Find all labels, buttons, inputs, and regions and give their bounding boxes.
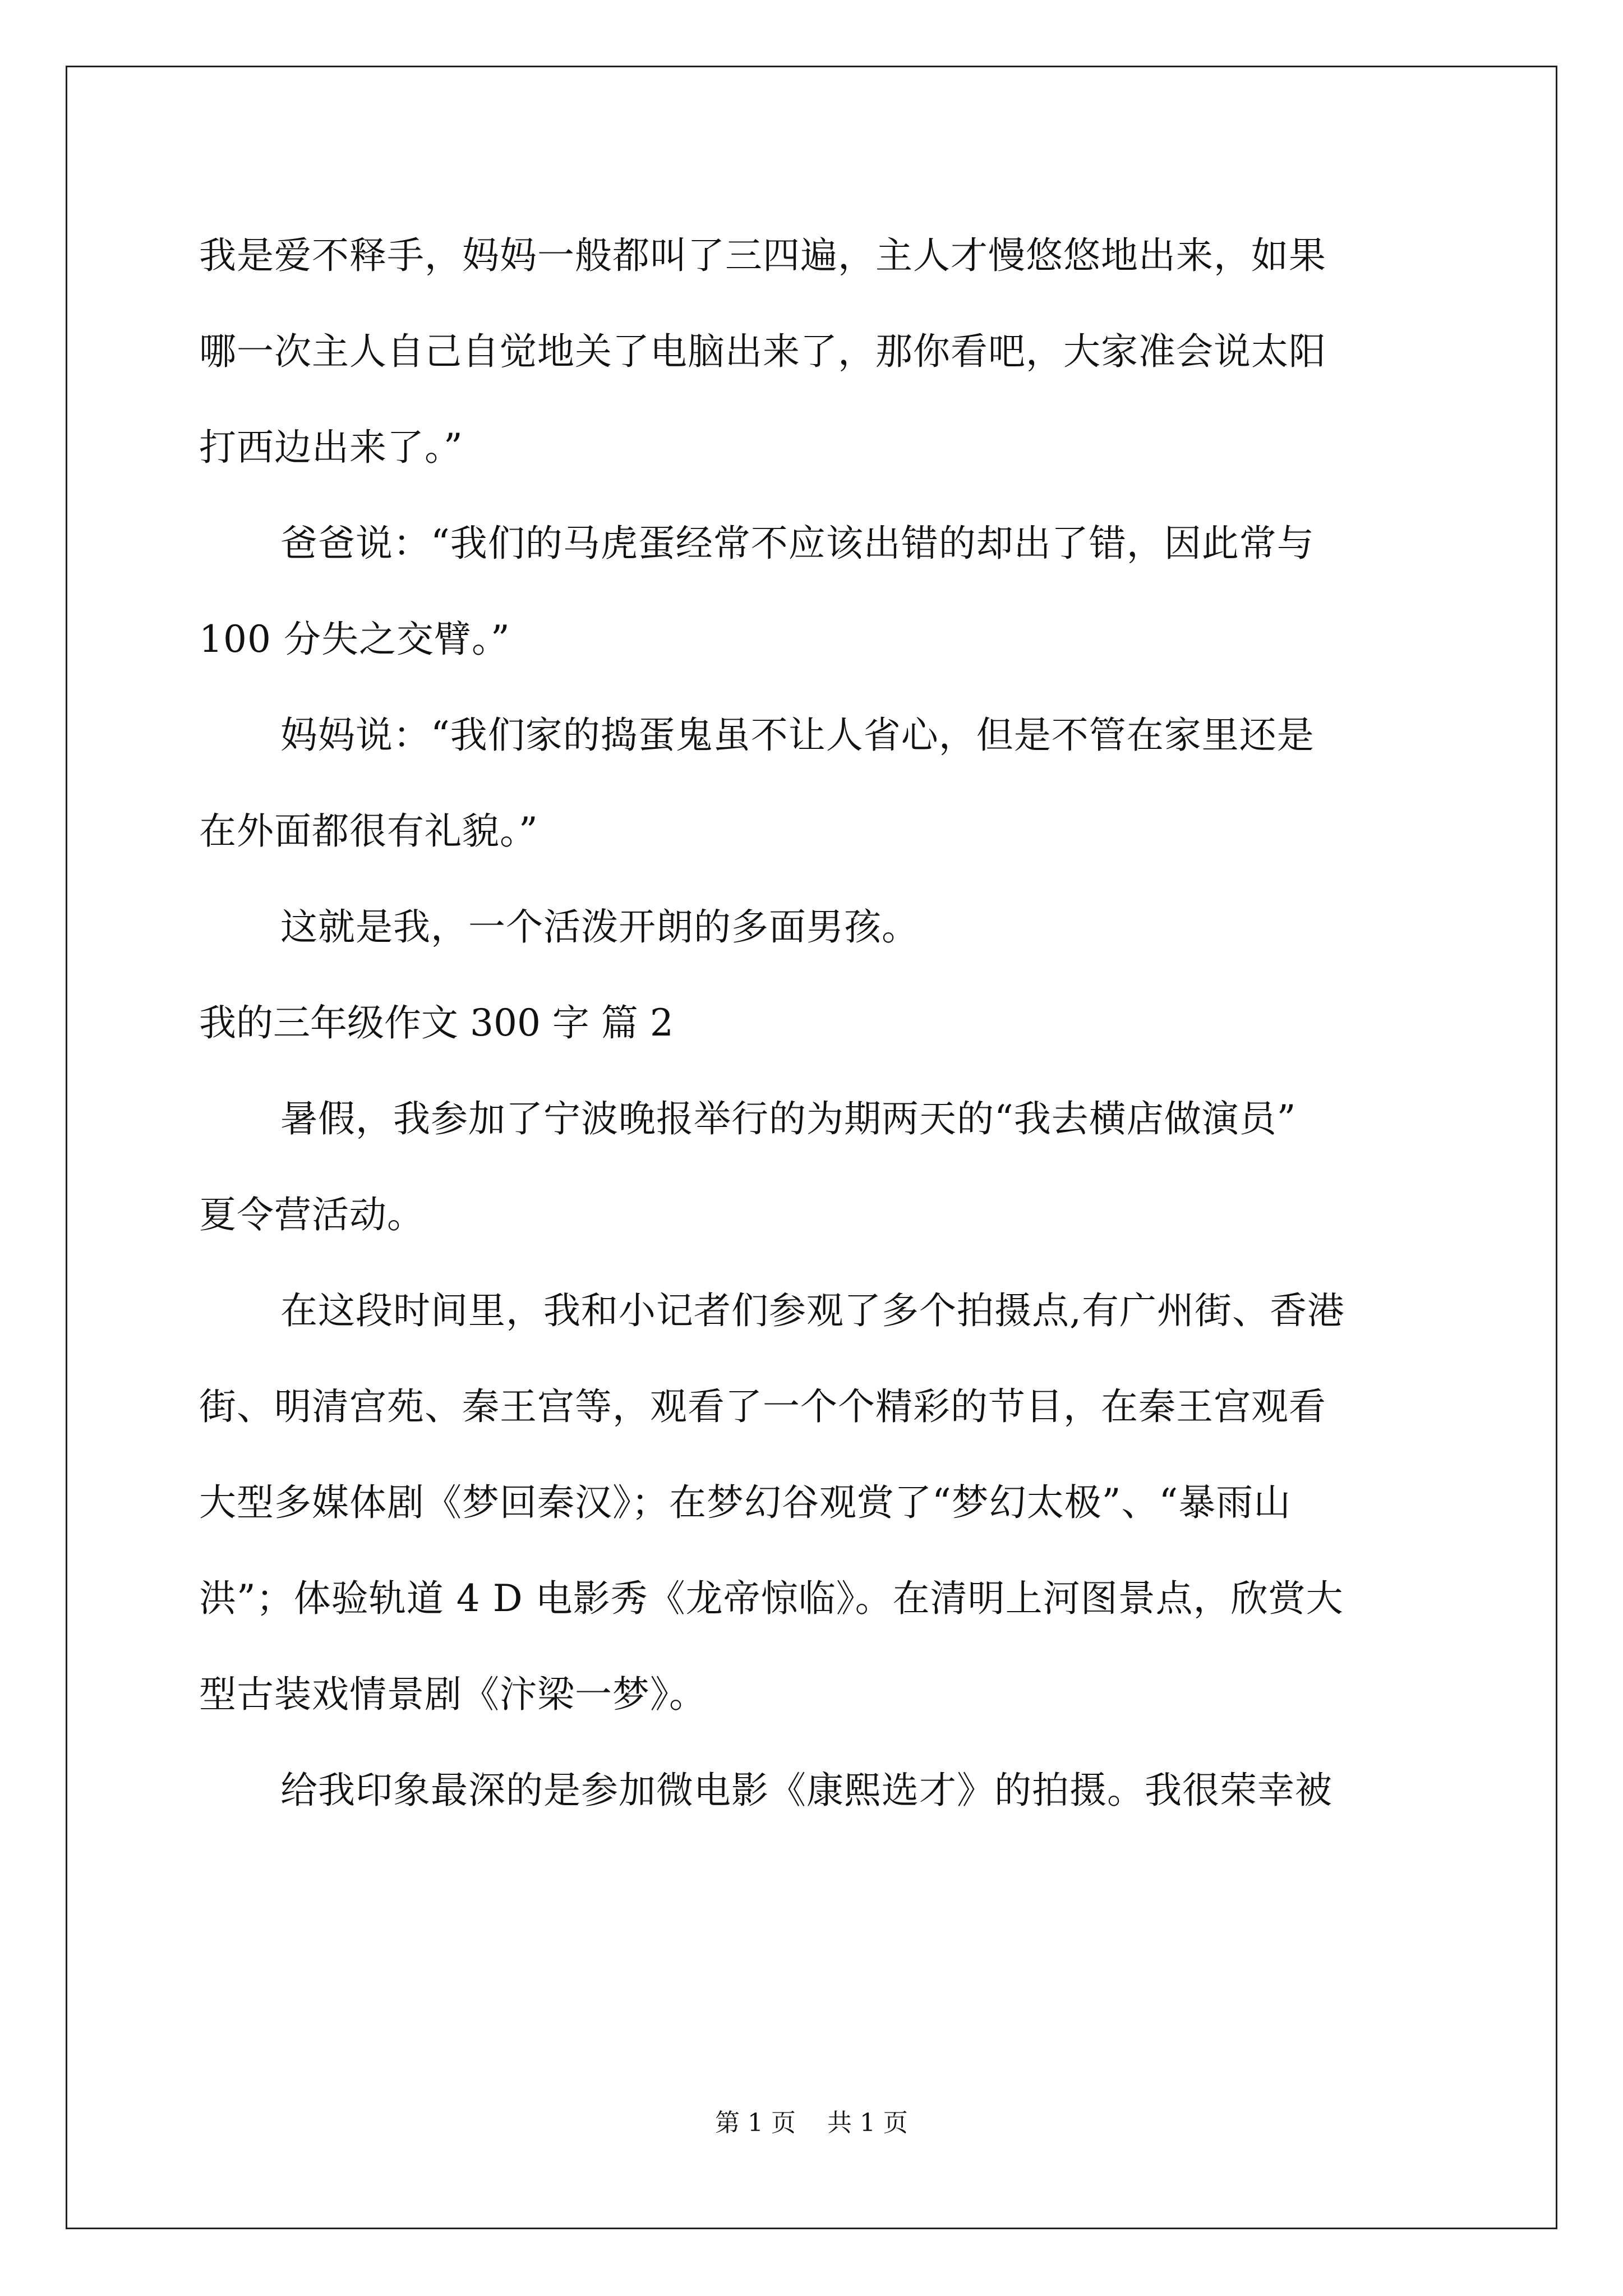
section-heading: 我的三年级作文 300 字 篇 2 — [199, 1001, 674, 1045]
text-line: 哪一次主人自己自觉地关了电脑出来了，那你看吧，大家准会说太阳 — [199, 330, 1326, 373]
text-line: 大型多媒体剧《梦回秦汉》；在梦幻谷观赏了“梦幻太极”、“暴雨山 — [199, 1481, 1292, 1524]
paragraph-first-line: 在这段时间里，我和小记者们参观了多个拍摄点,有广州街、香港 — [280, 1289, 1345, 1332]
paragraph-first-line: 给我印象最深的是参加微电影《康熙选才》的拍摄。我很荣幸被 — [280, 1769, 1332, 1812]
text-line: 打西边出来了。” — [199, 426, 463, 469]
text-line: 夏令营活动。 — [199, 1193, 425, 1236]
text-line: 在外面都很有礼貌。” — [199, 809, 538, 853]
text-line: 100 分失之交臂。” — [199, 618, 510, 661]
paragraph-first-line: 暑假，我参加了宁波晚报举行的为期两天的“我去横店做演员” — [280, 1097, 1297, 1140]
paragraph-first-line: 爸爸说：“我们的马虎蛋经常不应该出错的却出了错，因此常与 — [280, 522, 1315, 565]
text-line: 洪”；体验轨道 4 D 电影秀《龙帝惊临》。在清明上河图景点，欣赏大 — [199, 1577, 1344, 1620]
paragraph-first-line: 妈妈说：“我们家的捣蛋鬼虽不让人省心，但是不管在家里还是 — [280, 714, 1315, 757]
text-line: 我是爱不释手，妈妈一般都叫了三四遍，主人才慢悠悠地出来，如果 — [199, 234, 1326, 277]
text-line: 型古装戏情景剧《汴梁一梦》。 — [199, 1673, 707, 1716]
page-footer: 第 1 页 共 1 页 — [715, 2109, 908, 2137]
document-body — [199, 208, 1433, 1838]
text-line: 街、明清宫苑、秦王宫等，观看了一个个精彩的节目，在秦王宫观看 — [199, 1385, 1326, 1428]
paragraph-first-line: 这就是我，一个活泼开朗的多面男孩。 — [280, 905, 919, 949]
